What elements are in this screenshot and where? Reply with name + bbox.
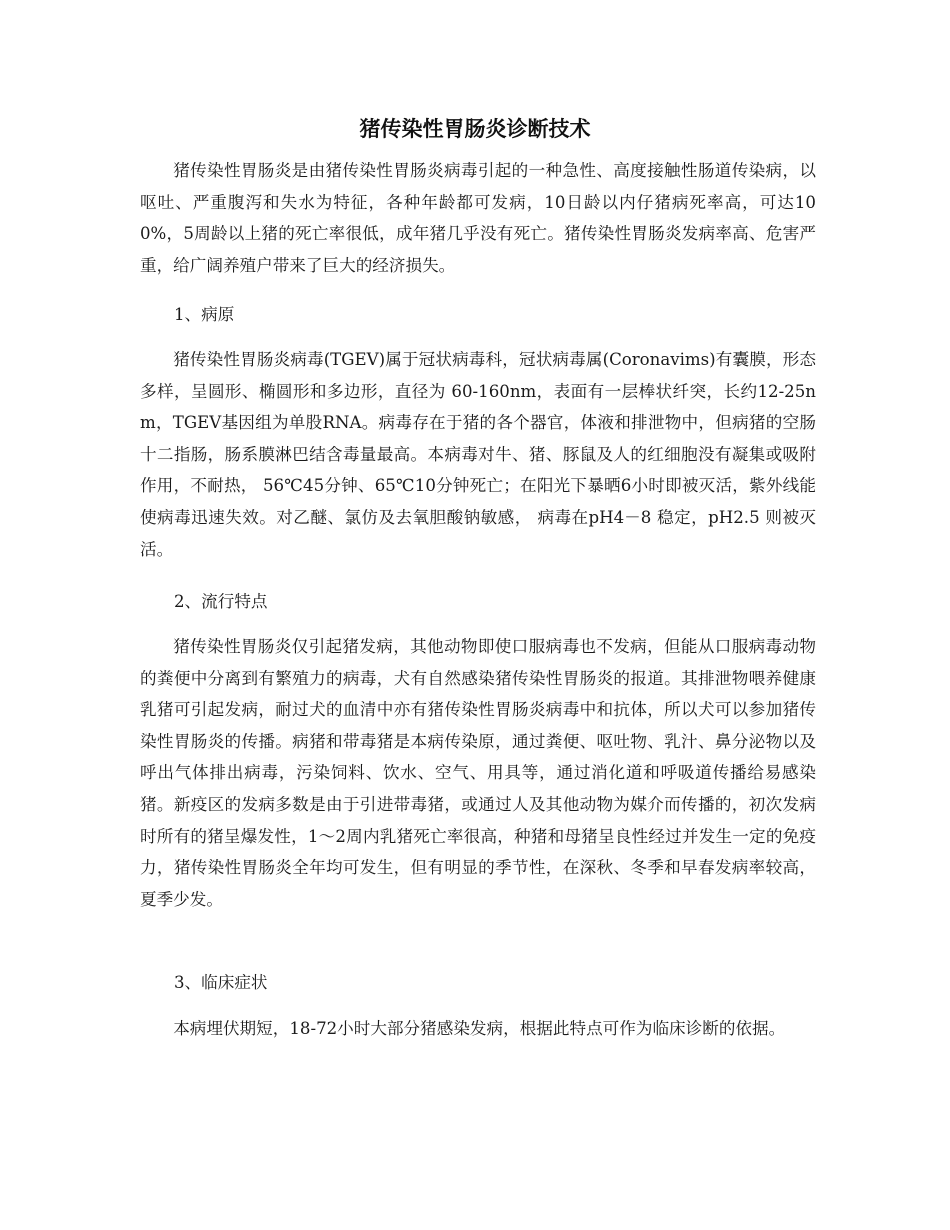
section-body-epidemiology: 猪传染性胃肠炎仅引起猪发病，其他动物即使口服病毒也不发病，但能从口服病毒动物的粪便中分离到有繁殖力的病毒，犬有自然感染猪传染性胃肠炎的报道。其排泄物喂养健康乳猪可引起发病，耐过犬的血清中亦有猪传染性胃肠炎病毒中和抗体，所以犬可以参加猪传染性胃肠炎的传播。病猪和带毒猪是本病传染原，通过粪便、呕吐物、乳汁、鼻分泌物以及呼出气体排出病毒，污染饲料、饮水、空气、用具等，通过消化道和呼吸道传播给易感染猪。新疫区的发病多数是由于引进带毒猪，或通过人及其他动物为媒介而传播的，初次发病时所有的猪呈爆发性，1～2周内乳猪死亡率很高，种猪和母猪呈良性经过并发生一定的免疫力，猪传染性胃肠炎全年均可发生，但有明显的季节性，在深秋、冬季和早春发病率较高，夏季少发。 (140, 637, 816, 909)
document-title: 猪传染性胃肠炎诊断技术 (359, 117, 591, 141)
section-heading-epidemiology: 2、流行特点 (174, 592, 268, 611)
section-heading-pathogen: 1、病原 (174, 305, 235, 324)
section-body-clinical-signs: 本病埋伏期短，18-72小时大部分猪感染发病，根据此特点可作为临床诊断的依据。 (173, 1019, 786, 1038)
intro-paragraph: 猪传染性胃肠炎是由猪传染性胃肠炎病毒引起的一种急性、高度接触性肠道传染病，以呕吐、严重腹泻和失水为特征，各种年龄都可发病，10日龄以内仔猪病死率高，可达100%，5周龄以上猪的死亡率很低，成年猪几乎没有死亡。猪传染性胃肠炎发病率高、危害严重，给广阔养殖户带来了巨大的经济损失。 (140, 161, 816, 275)
section-body-pathogen: 猪传染性胃肠炎病毒(TGEV)属于冠状病毒科，冠状病毒属(Coronavims)有囊膜，形态多样，呈圆形、椭圆形和多边形，直径为 60-160nm，表面有一层棒状纤突，长约12-25nm，TGEV基因组为单股RNA。病毒存在于猪的各个器官，体液和排泄物中，但病猪的空肠十二指肠，肠系膜淋巴结含毒量最高。本病毒对牛、猪、豚鼠及人的红细胞没有凝集或吸附作用，不耐热， 56℃45分钟、65℃10分钟死亡；在阳光下暴晒6小时即被灭活，紫外线能使病毒迅速失效。对乙醚、氯仿及去氧胆酸钠敏感， 病毒在pH4－8 稳定，pH2.5 则被灭活。 (140, 350, 816, 559)
section-heading-clinical-signs: 3、临床症状 (174, 973, 268, 992)
